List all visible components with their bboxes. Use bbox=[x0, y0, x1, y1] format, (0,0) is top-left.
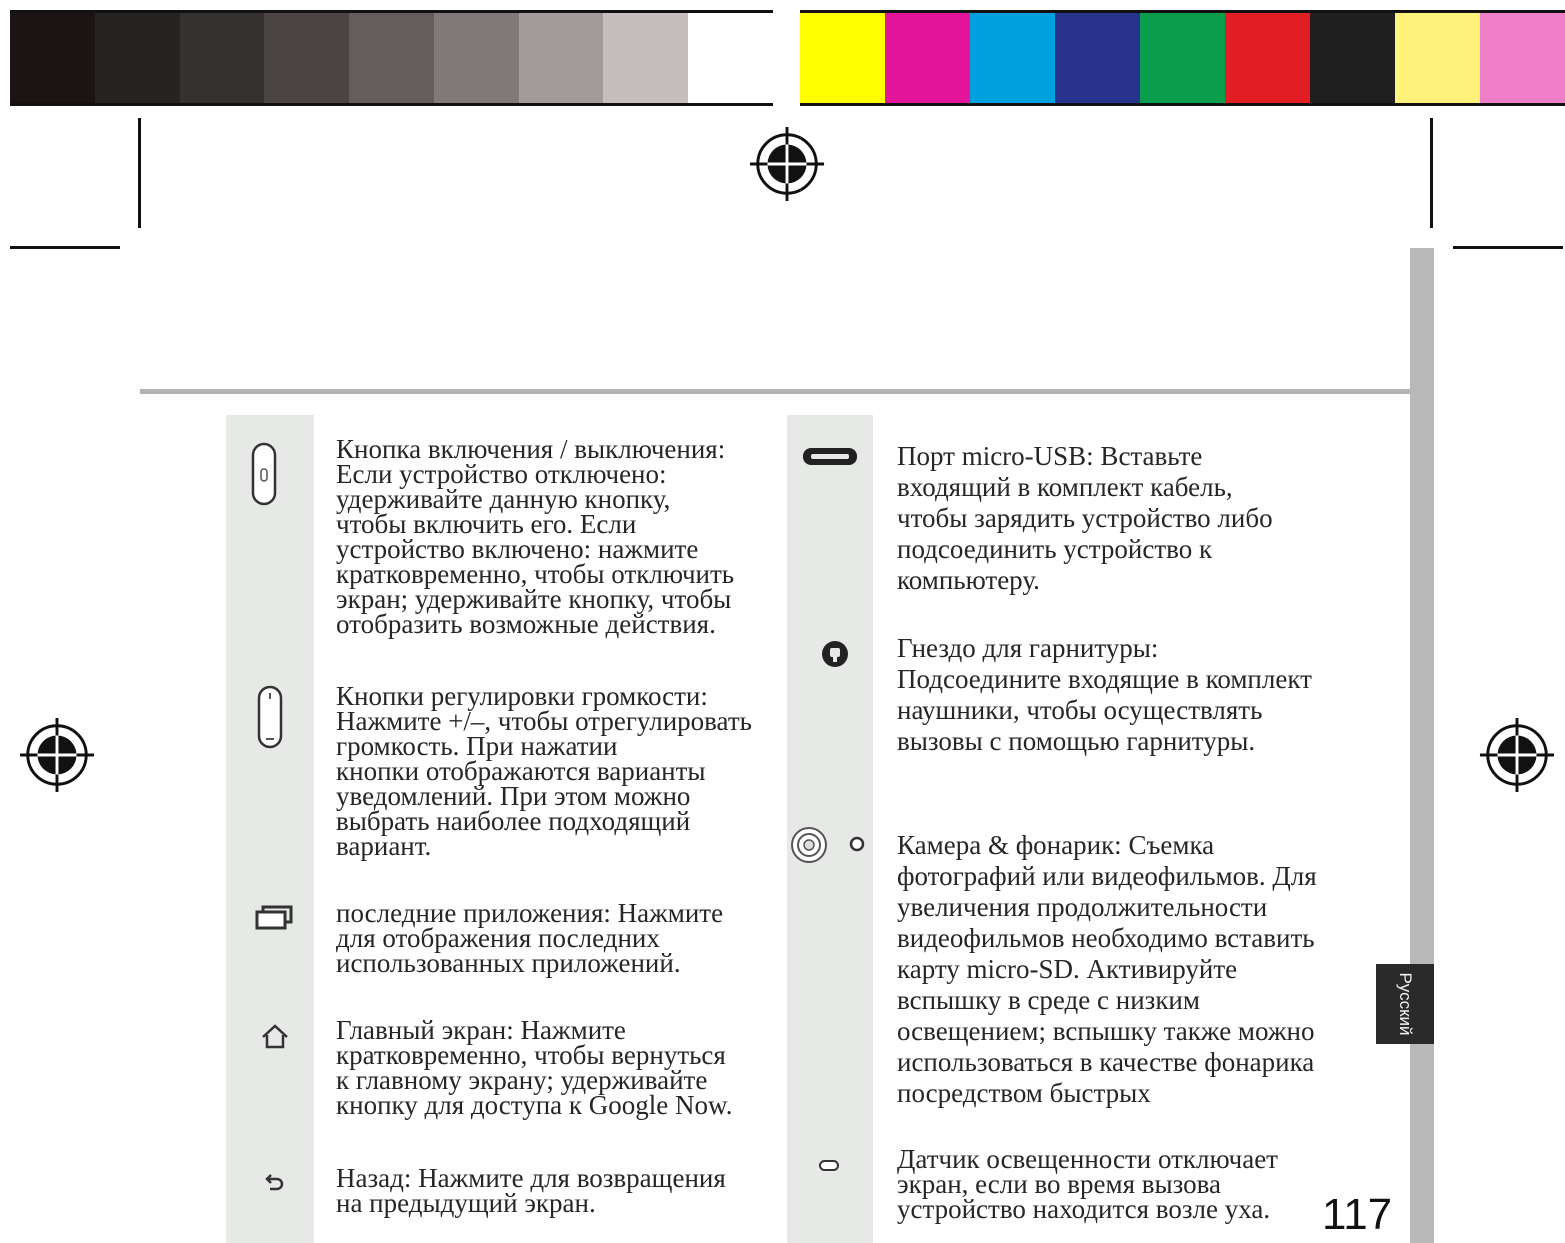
color-swatch-1 bbox=[885, 13, 970, 103]
color-swatch-8 bbox=[1480, 13, 1565, 103]
gray-swatch-3 bbox=[264, 13, 349, 103]
language-tab bbox=[1376, 964, 1434, 1044]
power-button-icon bbox=[250, 442, 280, 506]
back-description: Назад: Нажмите для возвращения на предыдущий экран. bbox=[336, 1163, 726, 1218]
recent-apps-description: последние приложения: Нажмите для отображения последних использованных приложений. bbox=[336, 898, 724, 978]
gray-swatch-2 bbox=[180, 13, 265, 103]
light-sensor-icon bbox=[818, 1159, 840, 1173]
recent-apps-icon bbox=[255, 904, 295, 932]
light-sensor-description: Датчик освещенности отключает экран, если во время вызова устройство находится возле уха. bbox=[897, 1144, 1278, 1224]
color-swatch-0 bbox=[800, 13, 885, 103]
headset-jack-icon bbox=[820, 639, 850, 669]
gray-swatch-8 bbox=[688, 13, 773, 103]
volume-button-icon bbox=[256, 685, 286, 749]
gray-swatch-1 bbox=[95, 13, 180, 103]
home-icon bbox=[260, 1023, 290, 1051]
gray-swatch-4 bbox=[349, 13, 434, 103]
color-swatch-3 bbox=[1055, 13, 1140, 103]
headset-jack-description: Гнездо для гарнитуры: Подсоедините входящие в комплект наушники, чтобы осуществлять вызовы с помощью гарнитуры. bbox=[897, 633, 1312, 756]
color-swatch-2 bbox=[970, 13, 1055, 103]
gray-swatch-6 bbox=[519, 13, 604, 103]
header-rule bbox=[140, 389, 1410, 394]
gray-swatch-7 bbox=[603, 13, 688, 103]
color-swatch-4 bbox=[1140, 13, 1225, 103]
back-icon bbox=[262, 1174, 286, 1194]
home-description: Главный экран: Нажмите кратковременно, чтобы вернуться к главному экрану; удерживайте кнопку для доступа к Google Now. bbox=[336, 1015, 733, 1120]
process-color-bar bbox=[800, 10, 1565, 106]
camera-flash-icon bbox=[790, 825, 870, 865]
crop-mark-top-right-vertical bbox=[1430, 118, 1433, 228]
color-swatch-5 bbox=[1225, 13, 1310, 103]
crop-mark-top-left-vertical bbox=[138, 118, 141, 228]
left-icon-strip bbox=[226, 415, 314, 1243]
camera-flash-description: Камера & фонарик: Съемка фотографий или видеофильмов. Для увеличения продолжительности видеофильмов необходимо вставить карту micro-SD. Активируйте вспышку в среде с низким освещением; вспышку также можно использоваться в качестве фонарика посредством быстрых bbox=[897, 830, 1317, 1108]
micro-usb-port-description: Порт micro-USB: Вставьте входящий в комплект кабель, чтобы зарядить устройство либо подсоединить устройство к компьютеру. bbox=[897, 441, 1273, 595]
page-number: 117 bbox=[1322, 1190, 1393, 1239]
crop-mark-top-right-horizontal bbox=[1453, 246, 1563, 249]
gray-swatch-5 bbox=[434, 13, 519, 103]
registration-mark-icon bbox=[1478, 716, 1556, 794]
color-swatch-7 bbox=[1395, 13, 1480, 103]
volume-buttons-description: Кнопки регулировки громкости: Нажмите +/–, чтобы отрегулировать громкость. При нажатии кнопки отображаются варианты уведомлений. При этом можно выбрать наиболее подходящий вариант. bbox=[336, 681, 752, 861]
color-swatch-6 bbox=[1310, 13, 1395, 103]
crop-mark-top-left-horizontal bbox=[10, 246, 120, 249]
registration-mark-icon bbox=[748, 125, 826, 203]
registration-mark-icon bbox=[18, 716, 96, 794]
page-edge-bar bbox=[1410, 248, 1434, 1243]
micro-usb-port-icon bbox=[801, 445, 859, 469]
gray-swatch-0 bbox=[10, 13, 95, 103]
language-tab-label: Русский bbox=[1396, 972, 1415, 1036]
grayscale-color-bar bbox=[10, 10, 773, 106]
power-button-description: Кнопка включения / выключения: Если устройство отключено: удерживайте данную кнопку, чтобы включить его. Если устройство включено: нажмите кратковременно, чтобы отключить экран; удерживайте кнопку, чтобы отобразить возможные действия. bbox=[336, 434, 735, 639]
